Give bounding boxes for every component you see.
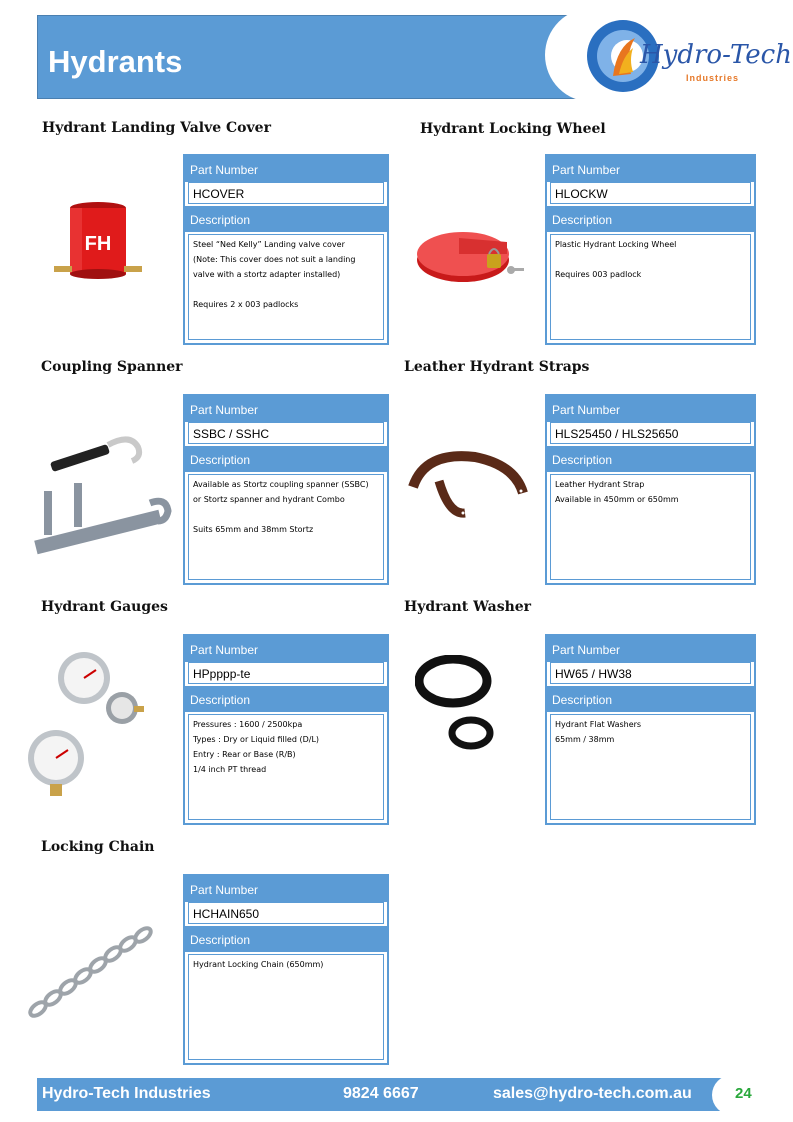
- description-text: Steel “Ned Kelly” Landing valve cover (Note: This cover does not suit a landing valve with a stortz adapter installed) Requires 2 x 003 padlocks: [188, 234, 384, 340]
- coupling-spanner-image: [30, 425, 175, 560]
- product-card: [545, 154, 756, 345]
- product-card: [545, 634, 756, 825]
- part-number-label: Part Number: [185, 396, 387, 422]
- product-title: Leather Hydrant Straps: [404, 359, 590, 375]
- logo-subtext: Industries: [686, 73, 740, 83]
- part-number-label: Part Number: [185, 636, 387, 662]
- product-card: [183, 634, 389, 825]
- description-text: Plastic Hydrant Locking Wheel Requires 003 padlock: [550, 234, 751, 340]
- description-label: Description: [185, 446, 387, 472]
- product-card: [183, 874, 389, 1065]
- description-text: Leather Hydrant Strap Available in 450mm or 650mm: [550, 474, 751, 580]
- product-title: Locking Chain: [41, 839, 155, 855]
- description-text: Hydrant Locking Chain (650mm): [188, 954, 384, 1060]
- part-number-label: Part Number: [547, 396, 754, 422]
- product-card: [183, 154, 389, 345]
- description-label: Description: [185, 206, 387, 232]
- part-number-value: HPpppp-te: [188, 662, 384, 684]
- page-number: 24: [735, 1085, 752, 1102]
- description-label: Description: [547, 206, 754, 232]
- part-number-value: HW65 / HW38: [550, 662, 751, 684]
- hydrant-gauges-image: [26, 650, 156, 800]
- product-title: Coupling Spanner: [41, 359, 183, 375]
- description-text: Available as Stortz coupling spanner (SSBC) or Stortz spanner and hydrant Combo Suits 65mm and 38mm Stortz: [188, 474, 384, 580]
- part-number-value: HLS25450 / HLS25650: [550, 422, 751, 444]
- footer-company: Hydro-Tech Industries: [42, 1085, 211, 1102]
- product-card: [183, 394, 389, 585]
- product-card: [545, 394, 756, 585]
- part-number-label: Part Number: [185, 156, 387, 182]
- page-footer: [37, 1078, 757, 1111]
- part-number-value: HCOVER: [188, 182, 384, 204]
- footer-email[interactable]: sales@hydro-tech.com.au: [493, 1085, 692, 1102]
- product-title: Hydrant Gauges: [41, 599, 168, 615]
- part-number-label: Part Number: [547, 156, 754, 182]
- product-title: Hydrant Landing Valve Cover: [42, 120, 271, 136]
- part-number-label: Part Number: [547, 636, 754, 662]
- part-number-value: HCHAIN650: [188, 902, 384, 924]
- description-text: Pressures : 1600 / 2500kpa Types : Dry or Liquid filled (D/L) Entry : Rear or Base (R/B) 1/4 inch PT thread: [188, 714, 384, 820]
- locking-wheel-image: [415, 220, 527, 290]
- description-label: Description: [185, 686, 387, 712]
- description-label: Description: [547, 686, 754, 712]
- logo-text: Hydro-Tech: [640, 40, 792, 70]
- page-title: Hydrants: [48, 44, 183, 79]
- part-number-label: Part Number: [185, 876, 387, 902]
- leather-strap-image: [405, 443, 533, 523]
- part-number-value: SSBC / SSHC: [188, 422, 384, 444]
- locking-chain-image: [28, 925, 163, 1020]
- hydrant-washer-image: [415, 655, 495, 755]
- landing-valve-cover-image: [52, 200, 144, 282]
- footer-phone: 9824 6667: [343, 1085, 419, 1102]
- part-number-value: HLOCKW: [550, 182, 751, 204]
- product-title: Hydrant Washer: [404, 599, 532, 615]
- fh-marking: FH: [84, 233, 112, 255]
- description-text: Hydrant Flat Washers 65mm / 38mm: [550, 714, 751, 820]
- description-label: Description: [547, 446, 754, 472]
- description-label: Description: [185, 926, 387, 952]
- product-title: Hydrant Locking Wheel: [420, 121, 606, 137]
